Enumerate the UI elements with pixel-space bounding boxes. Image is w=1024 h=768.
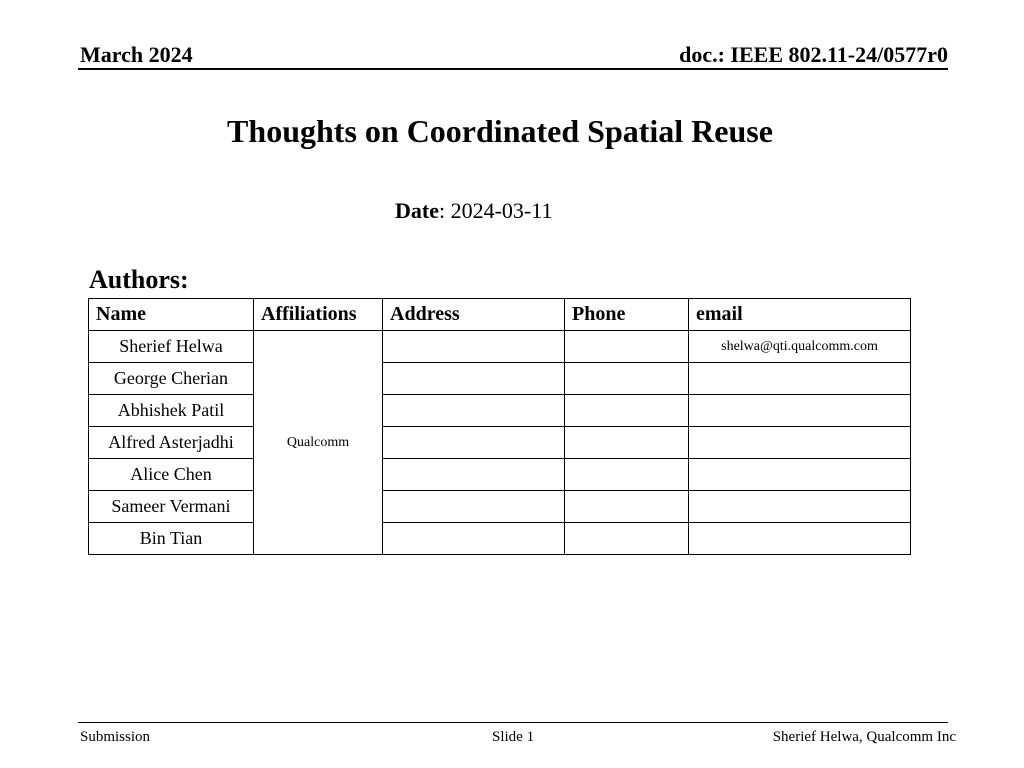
column-header-email: email <box>689 299 911 331</box>
authors-table <box>88 298 911 555</box>
date-line <box>395 198 552 224</box>
table-row <box>89 395 911 427</box>
author-name: Sherief Helwa <box>89 331 254 363</box>
table-row <box>89 491 911 523</box>
column-header-address: Address <box>383 299 565 331</box>
authors-heading: Authors: <box>89 265 189 294</box>
author-phone <box>565 491 689 523</box>
author-phone <box>565 459 689 491</box>
date-value: 2024-03-11 <box>450 198 553 223</box>
author-phone <box>565 363 689 395</box>
column-header-phone: Phone <box>565 299 689 331</box>
author-name: Bin Tian <box>89 523 254 555</box>
author-phone <box>565 331 689 363</box>
table-row <box>89 363 911 395</box>
slide-title: Thoughts on Coordinated Spatial Reuse <box>227 113 773 149</box>
author-affiliation: Qualcomm <box>254 331 383 555</box>
date-label: Date <box>395 198 439 223</box>
author-name: Sameer Vermani <box>89 491 254 523</box>
author-name: Abhishek Patil <box>89 395 254 427</box>
footer-author: Sherief Helwa, Qualcomm Inc <box>772 729 956 745</box>
date-separator: : <box>438 198 451 223</box>
header-date: March 2024 <box>80 42 193 67</box>
footer-submission: Submission <box>80 729 151 745</box>
author-phone <box>565 523 689 555</box>
table-row <box>89 523 911 555</box>
table-row <box>89 459 911 491</box>
author-email <box>689 523 911 555</box>
column-header-name: Name <box>89 299 254 331</box>
author-address <box>383 395 565 427</box>
author-address <box>383 363 565 395</box>
author-email <box>689 459 911 491</box>
author-email <box>689 363 911 395</box>
footer-slide-number: Slide 1 <box>492 729 535 745</box>
author-name: Alice Chen <box>89 459 254 491</box>
footer-divider <box>78 722 948 723</box>
table-row <box>89 427 911 459</box>
author-name: George Cherian <box>89 363 254 395</box>
table-row <box>89 331 911 363</box>
author-address <box>383 427 565 459</box>
author-address <box>383 523 565 555</box>
author-phone <box>565 395 689 427</box>
author-name: Alfred Asterjadhi <box>89 427 254 459</box>
author-email <box>689 427 911 459</box>
author-address <box>383 331 565 363</box>
table-header-row <box>89 299 911 331</box>
author-address <box>383 491 565 523</box>
header-divider <box>78 68 948 70</box>
author-phone <box>565 427 689 459</box>
column-header-affiliations: Affiliations <box>254 299 383 331</box>
author-email <box>689 491 911 523</box>
header-doc-id: doc.: IEEE 802.11-24/0577r0 <box>679 42 948 67</box>
author-email: shelwa@qti.qualcomm.com <box>689 331 911 363</box>
author-address <box>383 459 565 491</box>
author-email <box>689 395 911 427</box>
